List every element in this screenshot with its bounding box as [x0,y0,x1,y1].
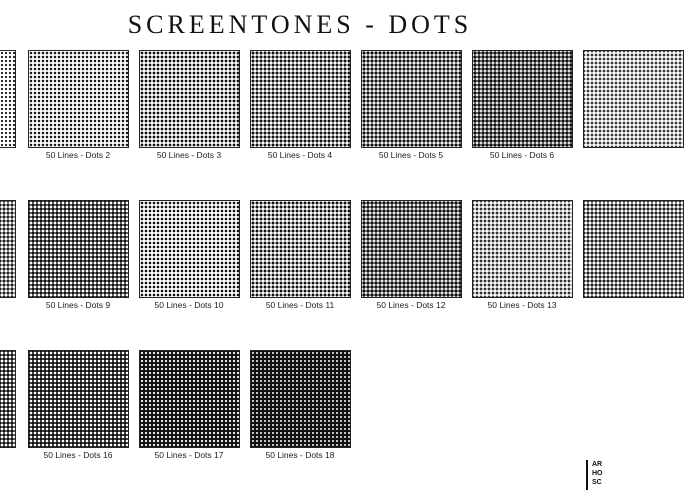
screentone-swatch [583,50,684,148]
screentone-swatch [472,200,573,298]
swatch-cell [139,350,240,460]
swatch-label: 50 Lines - Dots 3 [156,150,222,160]
screentone-swatch [28,50,129,148]
swatch-cell [472,50,573,160]
swatch-label: 50 Lines - Dots 6 [489,150,555,160]
screentone-swatch [361,50,462,148]
swatch-label: 50 Lines - Dots 5 [378,150,444,160]
screentone-swatch [472,50,573,148]
screentone-swatch [28,200,129,298]
swatch-cell [361,200,462,310]
screentone-swatch [250,200,351,298]
swatch-cell [472,200,573,310]
swatch-label: 50 Lines - Dots 4 [267,150,333,160]
swatch-label: 50 Lines - Dots 2 [45,150,111,160]
swatch-label: 50 Lines - Dots 11 [265,300,335,310]
swatch-cell [250,200,351,310]
swatch-cell [0,350,16,448]
screentone-swatch [0,50,16,148]
swatch-label: 50 Lines - Dots 9 [45,300,111,310]
screentone-swatch [139,200,240,298]
swatch-cell [250,50,351,160]
swatch-cell [250,350,351,460]
logo-line: SC [592,479,602,486]
swatch-cell [139,50,240,160]
screentone-swatch [0,350,16,448]
screentone-swatch [250,350,351,448]
swatch-label: 50 Lines - Dots 18 [265,450,335,460]
swatch-label: 50 Lines - Dots 16 [43,450,113,460]
screentone-swatch [139,50,240,148]
swatch-cell [0,50,16,148]
swatch-label: 50 Lines - Dots 13 [487,300,557,310]
swatch-cell [28,200,129,310]
swatch-cell [361,50,462,160]
swatch-cell [583,200,684,298]
logo-line: AR [592,461,603,468]
swatch-label: 50 Lines - Dots 12 [376,300,446,310]
swatch-cell [28,350,129,460]
brand-logo [586,460,606,490]
swatch-label: 50 Lines - Dots 10 [154,300,224,310]
screentone-swatch [250,50,351,148]
screentone-swatch [139,350,240,448]
screentone-swatch [361,200,462,298]
swatch-cell [139,200,240,310]
screentone-swatch [28,350,129,448]
page-title: SCREENTONES - DOTS [127,10,473,39]
screentone-swatch [583,200,684,298]
logo-line: HO [592,470,603,477]
swatch-cell [0,200,16,298]
swatch-cell [28,50,129,160]
screentone-swatch [0,200,16,298]
swatch-cell [583,50,684,148]
swatch-label: 50 Lines - Dots 17 [154,450,224,460]
